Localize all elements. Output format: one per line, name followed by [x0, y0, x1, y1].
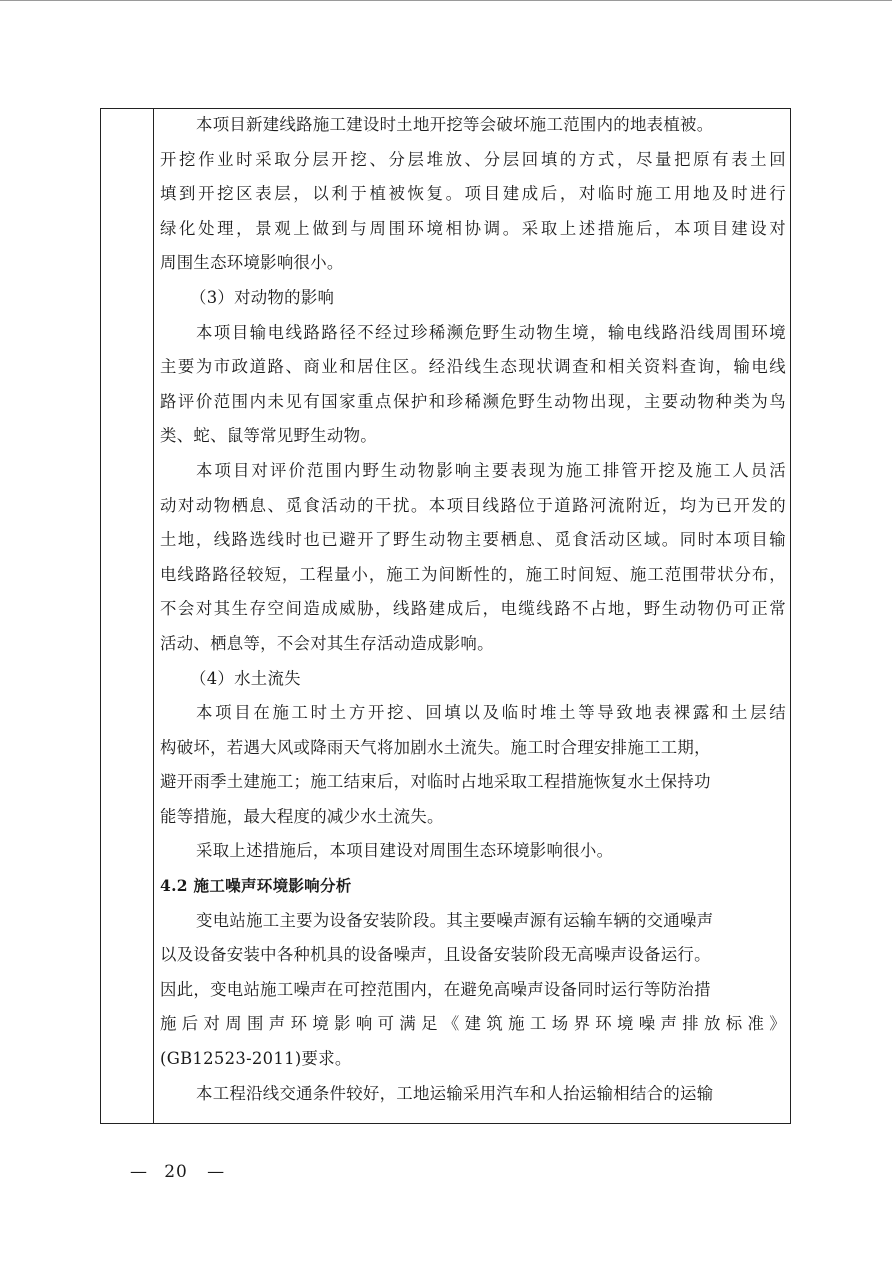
- table-content-cell: [160, 108, 786, 1111]
- footer-dash-right: —: [207, 1162, 223, 1182]
- page-number: 20: [164, 1162, 188, 1182]
- paragraph-line: 填到开挖区表层，以利于植被恢复。项目建成后，对临时施工用地及时进行: [160, 184, 786, 204]
- subsection-heading: （3）对动物的影响: [190, 287, 335, 307]
- paragraph-line: 本工程沿线交通条件较好，工地运输采用汽车和人抬运输相结合的运输: [196, 1083, 714, 1103]
- paragraph-line: 避开雨季土建施工；施工结束后，对临时占地采取工程措施恢复水土保持功: [160, 772, 711, 792]
- paragraph-line: 主要为市政道路、商业和居住区。经沿线生态现状调查和相关资料查询，输电线: [160, 357, 786, 377]
- paragraph-line: 活动、栖息等，不会对其生存活动造成影响。: [160, 633, 494, 653]
- paragraph-line: 电线路路径较短，工程量小，施工为间断性的，施工时间短、施工范围带状分布，: [160, 564, 786, 584]
- top-edge-rule: [0, 0, 892, 1]
- subsection-heading: （4）水土流失: [190, 668, 301, 688]
- paragraph-line: 本项目新建线路施工建设时土地开挖等会破坏施工范围内的地表植被。: [196, 115, 714, 134]
- paragraph-line: 路评价范围内未见有国家重点保护和珍稀濒危野生动物出现，主要动物种类为鸟: [160, 391, 786, 411]
- paragraph-line: 本项目对评价范围内野生动物影响主要表现为施工排管开挖及施工人员活: [196, 460, 786, 480]
- paragraph-line: 因此，变电站施工噪声在可控范围内，在避免高噪声设备同时运行等防治措: [160, 979, 711, 999]
- page-footer: [130, 1162, 222, 1182]
- paragraph-line: 周围生态环境影响很小。: [160, 253, 344, 273]
- paragraph-line: (GB12523-2011)要求。: [160, 1049, 352, 1069]
- paragraph-line: 绿化处理，景观上做到与周围环境相协调。采取上述措施后，本项目建设对: [160, 218, 786, 238]
- paragraph-line: 本项目在施工时土方开挖、回填以及临时堆土等导致地表裸露和土层结: [196, 703, 786, 723]
- paragraph-line: 构破坏，若遇大风或降雨天气将加剧水土流失。施工时合理安排施工工期，: [160, 737, 711, 757]
- paragraph-line: 变电站施工主要为设备安装阶段。其主要噪声源有运输车辆的交通噪声: [196, 910, 714, 930]
- footer-dash-left: —: [130, 1162, 145, 1182]
- paragraph-line: 动对动物栖息、觅食活动的干扰。本项目线路位于道路河流附近，均为已开发的: [160, 495, 786, 515]
- paragraph-line: 本项目输电线路路径不经过珍稀濒危野生动物生境，输电线路沿线周围环境: [196, 322, 786, 342]
- paragraph-line: 能等措施，最大程度的减少水土流失。: [160, 806, 444, 826]
- section-heading: 4.2 施工噪声环境影响分析: [160, 876, 352, 896]
- paragraph-line: 类、蛇、鼠等常见野生动物。: [160, 426, 377, 446]
- paragraph-line: 不会对其生存空间造成威胁，线路建成后，电缆线路不占地，野生动物仍可正常: [160, 599, 786, 619]
- table-column-divider: [153, 108, 154, 1124]
- paragraph-line: 以及设备安装中各种机具的设备噪声，且设备安装阶段无高噪声设备运行。: [160, 945, 711, 965]
- paragraph-line: 土地，线路选线时也已避开了野生动物主要栖息、觅食活动区域。同时本项目输: [160, 530, 786, 550]
- paragraph-line: 施后对周围声环境影响可满足《建筑施工场界环境噪声排放标准》: [160, 1014, 786, 1034]
- paragraph-line: 开挖作业时采取分层开挖、分层堆放、分层回填的方式，尽量把原有表土回: [160, 149, 786, 169]
- paragraph-line: 采取上述措施后，本项目建设对周围生态环境影响很小。: [196, 841, 614, 861]
